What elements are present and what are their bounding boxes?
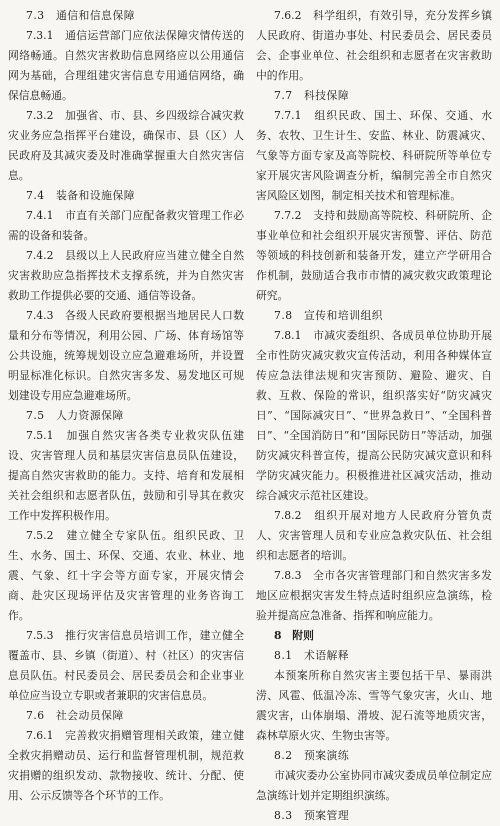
right-section-heading: 8.2 预案演练 xyxy=(274,749,350,762)
right-section-heading: 8.3 预案管理 xyxy=(274,809,350,822)
left-paragraph: 7.6.1 完善救灾捐赠管理相关政策，建立健全救灾捐赠动员、运行和监督管理机制，规范救灾捐赠的组织发动、款物接收、统计、分配、使用、公示反馈等各个环节的工作。 xyxy=(8,729,244,802)
right-chapter-heading: 8 附则 xyxy=(274,629,314,642)
right-paragraph: 7.7.2 支持和鼓励高等院校、科研院所、企事业单位和社会组织开展灾害预警、评估、防范等领域的科技创新和装备开发，建立产学研用合作机制，鼓励适合我市市情的减灾救灾政策理论研究。 xyxy=(256,209,492,302)
left-section-heading: 7.5 人力资源保障 xyxy=(26,409,124,422)
right-paragraph: 7.8.1 市减灾委组织、各成员单位协助开展全市性防灾减灾救灾宣传活动，利用各种媒体宣传应急法律法规和灾害预防、避险、避灾、自救、互救、保险的常识，组织落实好“防灾减灾日”、“国际减灾日”、“世界急救日”、“全国科普日”、“全国消防日”和“国际民防日”等活动，加强防灾减灾科普宣传，提高公民防灾减灾意识和科学防灾减灾能力。积极推进社区减灾活动，推动综合减灾示范社区建设。 xyxy=(256,329,492,502)
left-column xyxy=(8,6,244,802)
left-paragraph: 7.4.1 市直有关部门应配备救灾管理工作必需的设备和装备。 xyxy=(8,209,244,242)
left-section-heading: 7.4 装备和设施保障 xyxy=(26,189,136,202)
right-paragraph: 7.8.3 全市各灾害管理部门和自然灾害多发地区应根据灾害发生特点适时组织应急演练，检验并提高应急准备、指挥和响应能力。 xyxy=(256,569,492,622)
left-paragraph: 7.5.1 加强自然灾害各类专业救灾队伍建设、灾害管理人员和基层灾害信息员队伍建设，提高自然灾害救助的能力。支持、培育和发展相关社会组织和志愿者队伍，鼓励和引导其在救灾工作中发挥积极作用。 xyxy=(8,429,244,522)
right-paragraph: 本预案所称自然灾害主要包括干旱、暴雨洪涝、风雹、低温冷冻、雪等气象灾害，火山、地震灾害，山体崩塌、滑坡、泥石流等地质灾害，森林草原火灾、生物虫害等。 xyxy=(256,669,492,742)
left-paragraph: 7.5.2 建立健全专家队伍。组织民政、卫生、水务、国土、环保、交通、农业、林业、地震、气象、红十字会等方面专家，开展灾情会商、赴灾区现场评估及灾害管理的业务咨询工作。 xyxy=(8,529,244,622)
left-paragraph: 7.4.2 县级以上人民政府应当建立健全自然灾害救助应急指挥技术支撑系统，并为自然灾害救助工作提供必要的交通、通信等设备。 xyxy=(8,249,244,302)
left-section-heading: 7.6 社会动员保障 xyxy=(26,709,124,722)
right-paragraph: 7.7.1 组织民政、国土、环保、交通、水务、农牧、卫生计生、安监、林业、防震减灾、气象等方面专家及高等院校、科研院所等单位专家开展灾害风险调查分析，编制完善全市自然灾害风险区划图，制定相关技术和管理标准。 xyxy=(256,109,492,202)
right-section-heading: 8.1 术语解释 xyxy=(274,649,350,662)
left-paragraph: 7.5.3 推行灾害信息员培训工作，建立健全覆盖市、县、乡镇（街道）、村（社区）的灾害信息员队伍。村民委员会、居民委员会和企业事业单位应当设立专职或者兼职的灾害信息员。 xyxy=(8,629,244,702)
right-paragraph: 市减灾委办公室协同市减灾委成员单位制定应急演练计划并定期组织演练。 xyxy=(256,769,492,802)
right-paragraph: 7.8.2 组织开展对地方人民政府分管负责人、灾害管理人员和专业应急救灾队伍、社会组织和志愿者的培训。 xyxy=(256,509,492,562)
left-section-heading: 7.3 通信和信息保障 xyxy=(26,9,136,22)
left-paragraph: 7.3.2 加强省、市、县、乡四级综合减灾救灾业务应急指挥平台建设，确保市、县（区）人民政府及其减灾委及时准确掌握重大自然灾害信息。 xyxy=(8,109,244,182)
right-paragraph: 7.6.2 科学组织，有效引导，充分发挥乡镇人民政府、街道办事处、村民委员会、居民委员会、企事业单位、社会组织和志愿者在灾害救助中的作用。 xyxy=(256,9,492,82)
left-paragraph: 7.4.3 各级人民政府要根据当地居民人口数量和分布等情况，利用公园、广场、体育场馆等公共设施，统筹规划设立应急避难场所，并设置明显标准化标识。自然灾害多发、易发地区可规划建设专用应急避难场所。 xyxy=(8,309,244,402)
right-section-heading: 7.7 科技保障 xyxy=(274,89,350,102)
left-paragraph: 7.3.1 通信运营部门应依法保障灾情传送的网络畅通。自然灾害救助信息网络应以公用通信网为基础，合理组建灾害信息专用通信网络，确保信息畅通。 xyxy=(8,29,244,102)
right-section-heading: 7.8 宣传和培训组织 xyxy=(274,309,384,322)
right-column xyxy=(256,6,492,822)
